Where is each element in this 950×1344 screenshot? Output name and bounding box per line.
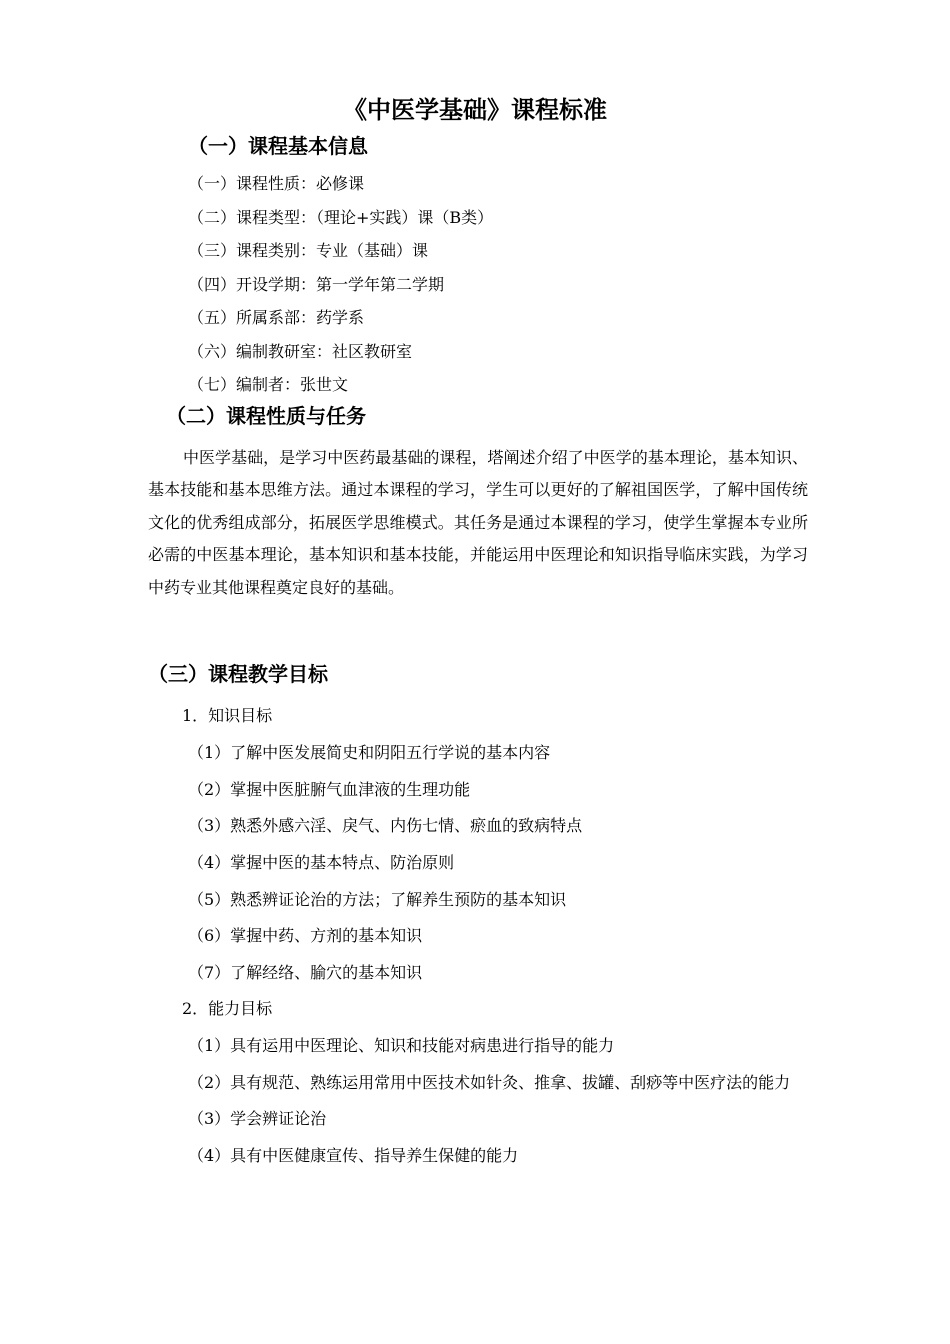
list-item: （3）熟悉外感六淫、戾气、内伤七情、瘀血的致病特点 [188, 816, 583, 836]
ability-objectives-list [148, 1028, 808, 1174]
section-heading-basic-info: （一）课程基本信息 [188, 134, 368, 158]
list-item: （3）学会辨证论治 [188, 1109, 327, 1128]
info-item-department: （五）所属系部：药学系 [188, 308, 365, 327]
list-item: （4）具有中医健康宣传、指导养生保健的能力 [188, 1145, 519, 1165]
info-item-office: （六）编制教研室：社区教研室 [188, 341, 413, 361]
section-heading-objectives: （三）课程教学目标 [148, 662, 328, 686]
list-item: （4）掌握中医的基本特点、防治原则 [188, 853, 455, 873]
ability-objectives-heading: 2．能力目标 [182, 999, 273, 1018]
info-item-course-type: （二）课程类型：（理论+实践）课（B类） [188, 207, 494, 227]
knowledge-objectives-list [188, 735, 582, 992]
list-item: （2）具有规范、熟练运用常用中医技术如针灸、推拿、拔罐、刮痧等中医疗法的能力 [188, 1072, 791, 1092]
info-item-course-nature: （一）课程性质：必修课 [188, 174, 365, 193]
list-item: （1）了解中医发展简史和阴阳五行学说的基本内容 [188, 743, 551, 762]
knowledge-objectives-heading: 1．知识目标 [182, 706, 273, 725]
list-item: （6）掌握中药、方剂的基本知识 [188, 926, 423, 946]
list-item: （5）熟悉辨证论治的方法；了解养生预防的基本知识 [188, 889, 567, 909]
info-item-course-category: （三）课程类别：专业（基础）课 [188, 241, 429, 260]
list-item: （7）了解经络、腧穴的基本知识 [188, 963, 423, 983]
info-item-semester: （四）开设学期：第一学年第二学期 [188, 274, 445, 294]
list-item: （2）掌握中医脏腑气血津液的生理功能 [188, 779, 471, 799]
info-item-author: （七）编制者：张世文 [188, 375, 349, 394]
section-heading-nature-task: （二）课程性质与任务 [166, 404, 366, 428]
page-title: 《中医学基础》课程标准 [343, 96, 607, 124]
list-item: （1）具有运用中医理论、知识和技能对病患进行指导的能力 [188, 1036, 615, 1055]
nature-task-paragraph: 中医学基础，是学习中医药最基础的课程，塔阐述介绍了中医学的基本理论，基本知识、基本技能和基本思维方法。通过本课程的学习，学生可以更好的了解祖国医学，了解中国传统文化的优秀组成部分，拓展医学思维模式。其任务是通过本课程的学习，使学生掌握本专业所必需的中医基本理论，基本知识和基本技能，并能运用中医理论和知识指导临床实践，为学习中药专业其他课程奠定良好的基础。 [148, 448, 808, 597]
basic-info-list [188, 167, 493, 402]
